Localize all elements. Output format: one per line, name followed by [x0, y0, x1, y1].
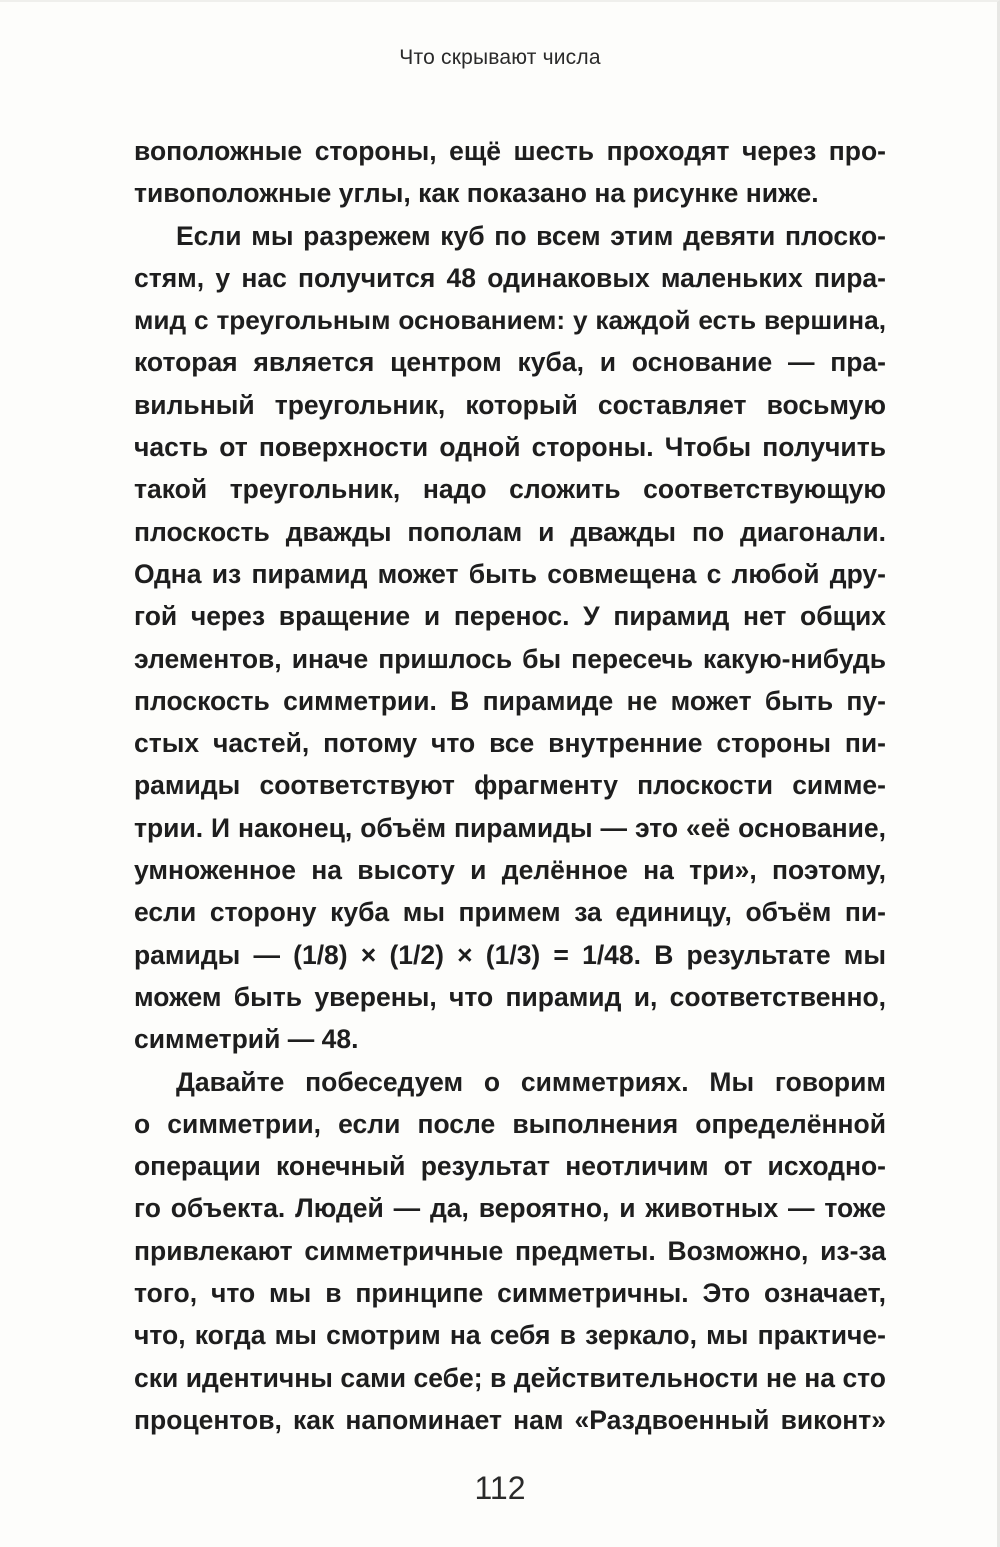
page-number: 112: [474, 1470, 526, 1506]
text-line: стям, у нас получится 48 одинаковых маленьких пира-: [134, 262, 886, 293]
text-line: привлекают симметричные предметы. Возможно, из-за: [134, 1235, 886, 1266]
text-line: того, что мы в принципе симметричны. Это означает,: [134, 1278, 886, 1309]
text-line: плоскость дважды пополам и дважды по диагонали.: [134, 516, 886, 547]
text-line: ски идентичны сами себе; в действительности не на сто: [134, 1362, 886, 1393]
text-line: мид с треугольным основанием: у каждой есть вершина,: [134, 305, 886, 336]
text-line: вильный треугольник, который составляет восьмую: [134, 389, 886, 420]
text-line: Давайте побеседуем о симметриях. Мы говорим: [176, 1066, 886, 1097]
text-line: Одна из пирамид может быть совмещена с любой дру-: [134, 558, 886, 589]
text-line: стых частей, потому что все внутренние стороны пи-: [134, 728, 886, 759]
text-line: симметрий — 48.: [134, 1024, 359, 1055]
text-line: рамиды — (1/8) × (1/2) × (1/3) = 1/48. В результате мы: [134, 939, 886, 970]
body-text: [134, 130, 886, 1441]
text-line: можем быть уверены, что пирамид и, соответственно,: [134, 981, 886, 1012]
text-line: рамиды соответствуют фрагменту плоскости симме-: [134, 770, 886, 801]
running-head: Что скрывают числа: [399, 46, 601, 69]
text-line: воположные стороны, ещё шесть проходят через про-: [134, 136, 886, 166]
text-line: что, когда мы смотрим на себя в зеркало, мы практиче-: [134, 1320, 886, 1351]
text-line: процентов, как напоминает нам «Раздвоенный виконт»: [134, 1404, 886, 1435]
text-line: если сторону куба мы примем за единицу, объём пи-: [134, 897, 886, 928]
text-line: Если мы разрежем куб по всем этим девяти плоско-: [176, 220, 886, 251]
text-line: тивоположные углы, как показано на рисунке ниже.: [134, 178, 819, 209]
text-line: трии. И наконец, объём пирамиды — это «её основание,: [134, 812, 886, 843]
text-line: гой через вращение и перенос. У пирамид нет общих: [134, 601, 886, 632]
text-line: плоскость симметрии. В пирамиде не может быть пу-: [134, 685, 886, 716]
text-line: о симметрии, если после выполнения определённой: [134, 1108, 886, 1139]
text-line: го объекта. Людей — да, вероятно, и животных — тоже: [134, 1193, 886, 1224]
text-line: которая является центром куба, и основание — пра-: [134, 347, 886, 378]
text-line: элементов, иначе пришлось бы пересечь какую-нибудь: [134, 643, 886, 674]
text-line: умноженное на высоту и делённое на три», поэтому,: [134, 855, 886, 886]
text-line: такой треугольник, надо сложить соответствующую: [134, 474, 886, 505]
text-line: часть от поверхности одной стороны. Чтобы получить: [134, 432, 886, 463]
text-line: операции конечный результат неотличим от исходно-: [134, 1151, 886, 1182]
